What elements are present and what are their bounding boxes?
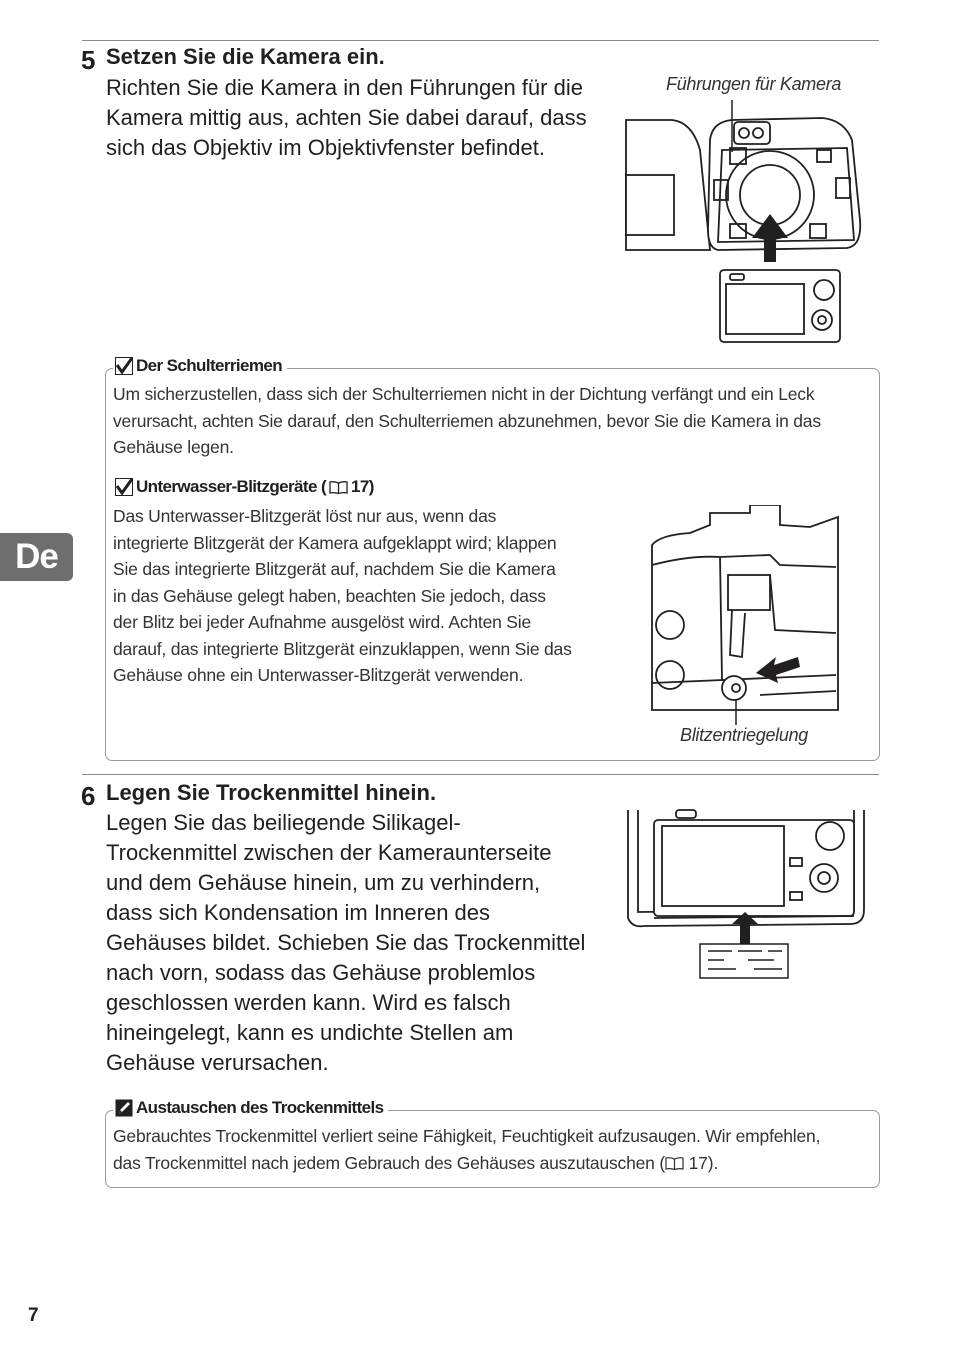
pencil-icon <box>115 1099 133 1117</box>
book-icon <box>665 1157 684 1170</box>
top-rule <box>82 40 879 41</box>
step-5-title: Setzen Sie die Kamera ein. <box>106 44 385 69</box>
note-line: in das Gehäuse gelegt haben, beachten Sie jedoch, dass <box>113 585 546 606</box>
note-desiccant-heading <box>113 1098 388 1118</box>
note-line: Gebrauchtes Trockenmittel verliert seine Fähigkeit, Feuchtigkeit aufzusaugen. Wir empfehlen, <box>113 1126 821 1146</box>
note-line: integrierte Blitzgerät der Kamera aufgeklappt wird; klappen <box>113 532 557 553</box>
note-line: der Blitz bei jeder Aufnahme ausgelöst wird. Achten Sie <box>113 612 531 632</box>
page-number: 7 <box>28 1305 39 1326</box>
step-5-number: 5 <box>81 45 95 75</box>
step-6-line: Gehäuses bildet. Schieben Sie das Trockenmittel <box>106 930 586 955</box>
note-flash-page-ref: 17) <box>351 477 374 496</box>
camera-guides-caption: Führungen für Kamera <box>666 74 842 94</box>
note-line-page-ref: 17). <box>683 1152 719 1173</box>
note-line: Gehäuse legen. <box>113 437 234 457</box>
step-6-line: Trockenmittel zwischen der Kameraunterseite <box>106 840 552 865</box>
note-line-text: das Trockenmittel nach jedem Gebrauch des Gehäuses auszutauschen ( <box>113 1152 665 1173</box>
step-6-line: Legen Sie das beiliegende Silikagel- <box>106 810 461 835</box>
step-6-line: dass sich Kondensation im Inneren des <box>106 900 491 925</box>
step-6-line: hineingelegt, kann es undichte Stellen am <box>106 1020 514 1045</box>
check-icon <box>115 357 133 375</box>
note-flash-heading <box>113 477 379 497</box>
step-6-title: Legen Sie Trockenmittel hinein. <box>106 780 437 805</box>
step-5-line: sich das Objektiv im Objektivfenster befindet. <box>106 135 545 160</box>
check-icon <box>115 478 133 496</box>
step-6-number: 6 <box>81 781 95 811</box>
note-line: darauf, das integrierte Blitzgerät einzuklappen, wenn Sie das <box>113 638 572 659</box>
note-desiccant-title: Austauschen des Trockenmittels <box>136 1098 384 1117</box>
camera-housing-illustration <box>622 100 872 345</box>
note-line: verursacht, achten Sie darauf, den Schulterriemen abzunehmen, bevor Sie die Kamera in das <box>113 410 821 431</box>
note-line: Sie das integrierte Blitzgerät auf, nachdem Sie die Kamera <box>113 559 556 579</box>
note-flash-title: Unterwasser-Blitzgeräte ( <box>136 477 327 496</box>
book-icon <box>329 481 348 494</box>
step-6-line: und dem Gehäuse hinein, um zu verhindern, <box>106 870 541 895</box>
note-strap-title: Der Schulterriemen <box>136 356 283 375</box>
language-tab: De <box>0 533 73 581</box>
section-rule <box>82 774 879 775</box>
flash-release-illustration <box>650 505 840 725</box>
step-5-line: Richten Sie die Kamera in den Führungen für die <box>106 75 583 100</box>
note-line <box>113 1150 820 1177</box>
step-6-text <box>106 808 585 1078</box>
step-6-line: nach vorn, sodass das Gehäuse problemlos <box>106 960 536 985</box>
step-5-line: Kamera mittig aus, achten Sie dabei darauf, dass <box>106 105 587 130</box>
desiccant-illustration <box>624 808 872 983</box>
step-5-text <box>106 73 587 163</box>
note-line: Gehäuse ohne ein Unterwasser-Blitzgerät verwenden. <box>113 665 524 685</box>
note-flash-text <box>113 503 572 689</box>
note-desiccant-text <box>113 1123 820 1176</box>
note-strap-heading <box>113 356 287 376</box>
note-line: Um sicherzustellen, dass sich der Schulterriemen nicht in der Dichtung verfängt und ein Leck <box>113 384 815 404</box>
note-strap-text <box>113 381 821 461</box>
note-line: Das Unterwasser-Blitzgerät löst nur aus, wenn das <box>113 506 497 526</box>
flash-release-caption: Blitzentriegelung <box>680 725 808 745</box>
step-6-line: Gehäuse verursachen. <box>106 1050 329 1075</box>
step-6-line: geschlossen werden kann. Wird es falsch <box>106 990 511 1015</box>
